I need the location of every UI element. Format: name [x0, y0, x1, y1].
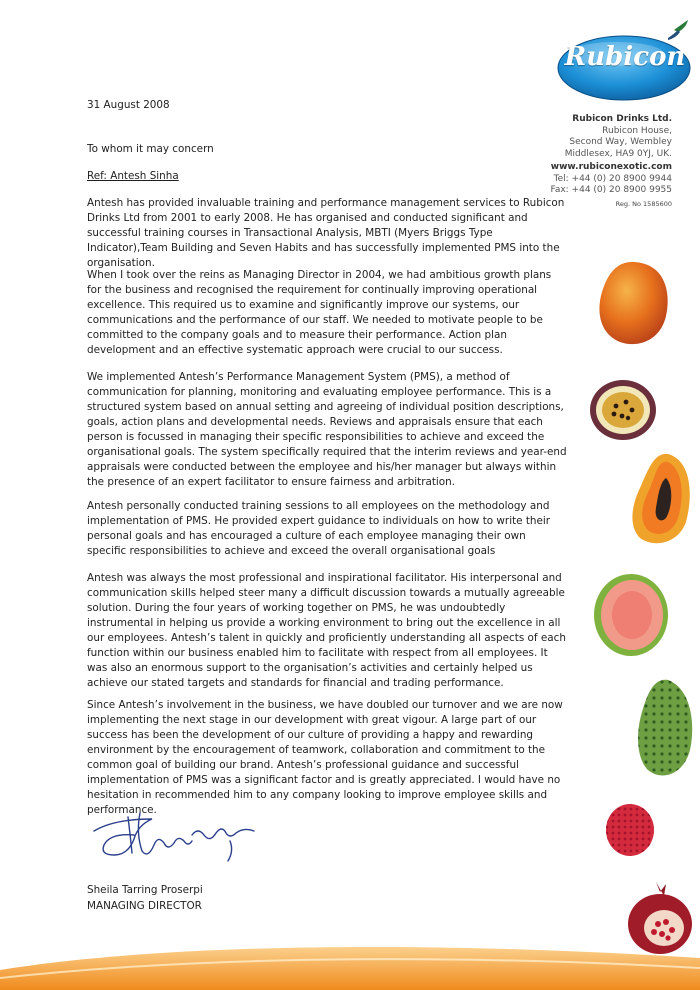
company-telephone: Tel: +44 (0) 20 8900 9944: [553, 173, 672, 184]
signer-name: Sheila Tarring Proserpi: [87, 884, 203, 896]
handwritten-signature: [88, 805, 278, 865]
passion-fruit-icon: [588, 378, 658, 442]
address-line: Middlesex, HA9 0YJ, UK.: [564, 148, 672, 159]
body-paragraph: When I took over the reins as Managing Director in 2004, we had ambitious growth plans for the business and recognised the requirement for continually improving operational excellence. This required us to examine and significantly improve our systems, our communications and the performance of our staff. We needed to motivate people to be committed to the company goals and to measure their performance. Action plan development and an effective systematic approach were crucial to our success.: [87, 269, 552, 356]
body-paragraph: Antesh was always the most professional and inspirational facilitator. His interpersonal and communication skills helped steer many a difficult discussion towards a mutually agreeable solution. During the four years of working together on PMS, he was undoubtedly instrumental in helping us provide a working environment to bring out the excellence in all our employees. Antesh’s talent in quickly and proficiently understanding all aspects of each function within our business enabled him to facilitate with respect from all employees. It was also an enormous support to the organisation’s activities and certainly helped us achieve our stated targets and standards for financial and trading performance.: [87, 572, 566, 689]
company-registration: Reg. No 1585600: [615, 199, 672, 208]
reference-line: Ref: Antesh Sinha: [87, 170, 179, 182]
body-paragraph: We implemented Antesh’s Performance Management System (PMS), a method of communication for planning, monitoring and evaluating employee performance. This is a structured system based on annual setting and agreeing of individual position descriptions, goals, action plans and developmental needs. Reviews and appraisals ensure that each person is focussed in managing their specific responsibilities to achieve and exceed the organisational goals. The system specifically required that the interim reviews and year-end appraisals were conducted between the employee and his/her manager but always within the presence of an expert facilitator to ensure fairness and arbitration.: [87, 371, 567, 488]
company-fax: Fax: +44 (0) 20 8900 9955: [550, 185, 672, 195]
address-line: Rubicon House,: [602, 125, 672, 136]
body-paragraph: Antesh has provided invaluable training and performance management services to Rubicon Drinks Ltd from 2001 to early 2008. He has organised and conducted significant and successful training courses in Transactional Analysis, MBTI (Myers Briggs Type Indicator),Team Building and Seven Habits and has successfully implemented PMS into the organisation.: [87, 197, 565, 269]
papaya-icon: [628, 452, 694, 548]
mango-icon: [592, 258, 674, 350]
logo-text: Rubicon: [564, 42, 686, 72]
guava-icon: [592, 572, 670, 658]
body-paragraph: Antesh personally conducted training sessions to all employees on the methodology and implementation of PMS. He provided expert guidance to individuals on how to write their personal goals and has encouraged a culture of each employee managing their own specific responsibilities to achieve and exceed the overall organisational goals: [87, 500, 551, 557]
letter-date: 31 August 2008: [87, 99, 170, 111]
company-name: Rubicon Drinks Ltd.: [572, 114, 672, 124]
salutation: To whom it may concern: [87, 143, 214, 155]
rubicon-logo: [556, 18, 696, 102]
company-website: www.rubiconexotic.com: [550, 162, 672, 172]
footer-wave-decoration: [0, 938, 700, 990]
address-line: Second Way, Wembley: [569, 137, 672, 147]
lychee-icon: [604, 800, 656, 858]
body-paragraph: Since Antesh’s involvement in the business, we have doubled our turnover and we are now implementing the next stage in our development with great vigour. A large part of our success has been the development of our culture of providing a happy and rewarding environment by the encouragement of teamwork, collaboration and commitment to the common goal of building our brand. Antesh’s professional guidance and successful implementation of PMS was a significant factor and is greatly appreciated. I would have no hesitation in recommended him to any company looking to improve employee skills and performance.: [87, 699, 563, 816]
soursop-icon: [634, 678, 696, 782]
signer-title: MANAGING DIRECTOR: [87, 900, 202, 912]
